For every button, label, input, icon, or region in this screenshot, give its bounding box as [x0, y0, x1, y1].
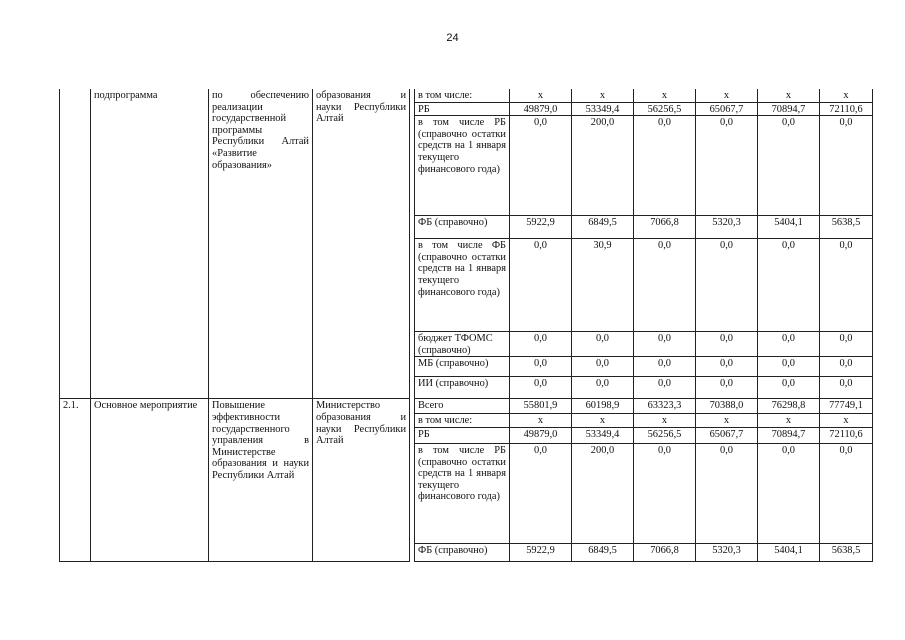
table-row: [60, 399, 873, 414]
funding-source-label: ФБ (справочно): [415, 216, 510, 239]
funding-value-cell: 0,0: [696, 116, 758, 216]
funding-value-cell: 5404,1: [758, 543, 820, 561]
program-executor: Министерство образования и науки Республики Алтай: [313, 399, 410, 562]
funding-value-cell: 53349,4: [572, 427, 634, 443]
funding-value-cell: 5922,9: [510, 216, 572, 239]
funding-value-cell: 0,0: [820, 239, 873, 332]
funding-source-label: РБ: [415, 102, 510, 116]
funding-source-label: в том числе ФБ (справочно остатки средств на 1 января текущего финансового года): [415, 239, 510, 332]
funding-value-cell: 5638,5: [820, 543, 873, 561]
funding-value-cell: 6849,5: [572, 216, 634, 239]
funding-value-cell: 0,0: [510, 443, 572, 543]
funding-value-cell: 0,0: [696, 377, 758, 399]
funding-value-cell: 0,0: [510, 116, 572, 216]
funding-value-cell: x: [634, 414, 696, 428]
funding-source-label: РБ: [415, 427, 510, 443]
funding-value-cell: 5922,9: [510, 543, 572, 561]
funding-value-cell: 0,0: [510, 332, 572, 357]
table-row: [60, 89, 873, 102]
funding-value-cell: 63323,3: [634, 399, 696, 414]
funding-value-cell: x: [510, 414, 572, 428]
funding-value-cell: 5638,5: [820, 216, 873, 239]
funding-value-cell: 0,0: [758, 116, 820, 216]
row-number: 2.1.: [60, 399, 91, 562]
funding-value-cell: 70894,7: [758, 102, 820, 116]
funding-source-label: в том числе:: [415, 414, 510, 428]
funding-source-label: Всего: [415, 399, 510, 414]
funding-value-cell: 0,0: [820, 332, 873, 357]
funding-value-cell: 53349,4: [572, 102, 634, 116]
funding-value-cell: x: [634, 89, 696, 102]
program-goal: Повышение эффективности государственного управления в Министерстве образования и науки Республики Алтай: [209, 399, 313, 562]
funding-value-cell: x: [820, 414, 873, 428]
funding-value-cell: x: [572, 414, 634, 428]
funding-value-cell: 0,0: [696, 443, 758, 543]
funding-value-cell: 0,0: [696, 239, 758, 332]
funding-value-cell: 0,0: [510, 377, 572, 399]
funding-value-cell: 0,0: [510, 239, 572, 332]
funding-value-cell: 55801,9: [510, 399, 572, 414]
funding-source-label: в том числе:: [415, 89, 510, 102]
funding-value-cell: 72110,6: [820, 102, 873, 116]
funding-source-label: ФБ (справочно): [415, 543, 510, 561]
funding-value-cell: 200,0: [572, 443, 634, 543]
row-number: [60, 89, 91, 399]
funding-source-label: МБ (справочно): [415, 357, 510, 377]
funding-value-cell: 49879,0: [510, 427, 572, 443]
funding-value-cell: 56256,5: [634, 102, 696, 116]
funding-value-cell: 0,0: [820, 357, 873, 377]
funding-source-label: в том числе РБ (справочно остатки средств на 1 января текущего финансового года): [415, 443, 510, 543]
funding-source-label: бюджет ТФОМС (справочно): [415, 332, 510, 357]
funding-value-cell: 0,0: [758, 443, 820, 543]
funding-value-cell: 0,0: [696, 357, 758, 377]
funding-value-cell: x: [696, 89, 758, 102]
funding-value-cell: 7066,8: [634, 543, 696, 561]
funding-value-cell: 0,0: [758, 377, 820, 399]
funding-value-cell: x: [758, 89, 820, 102]
funding-value-cell: 65067,7: [696, 102, 758, 116]
funding-value-cell: 56256,5: [634, 427, 696, 443]
funding-value-cell: 60198,9: [572, 399, 634, 414]
funding-value-cell: 0,0: [820, 377, 873, 399]
funding-value-cell: 0,0: [820, 116, 873, 216]
page-number: 24: [446, 32, 459, 44]
funding-value-cell: 0,0: [572, 332, 634, 357]
funding-value-cell: 0,0: [758, 239, 820, 332]
funding-value-cell: 5320,3: [696, 216, 758, 239]
funding-value-cell: 0,0: [634, 377, 696, 399]
funding-value-cell: 5404,1: [758, 216, 820, 239]
funding-value-cell: 30,9: [572, 239, 634, 332]
program-name: подпрограмма: [91, 89, 209, 399]
funding-value-cell: 65067,7: [696, 427, 758, 443]
funding-value-cell: 0,0: [758, 357, 820, 377]
funding-value-cell: 6849,5: [572, 543, 634, 561]
funding-value-cell: 76298,8: [758, 399, 820, 414]
funding-value-cell: 0,0: [696, 332, 758, 357]
funding-value-cell: x: [572, 89, 634, 102]
funding-value-cell: 0,0: [634, 332, 696, 357]
program-executor: образования и науки Республики Алтай: [313, 89, 410, 399]
funding-value-cell: 0,0: [634, 443, 696, 543]
funding-value-cell: 72110,6: [820, 427, 873, 443]
funding-value-cell: 0,0: [634, 116, 696, 216]
funding-value-cell: x: [820, 89, 873, 102]
funding-value-cell: x: [510, 89, 572, 102]
program-goal: по обеспечению реализации государственной программы Республики Алтай «Развитие образования»: [209, 89, 313, 399]
funding-value-cell: 77749,1: [820, 399, 873, 414]
funding-value-cell: 0,0: [634, 239, 696, 332]
funding-value-cell: x: [758, 414, 820, 428]
funding-value-cell: x: [696, 414, 758, 428]
funding-value-cell: 70894,7: [758, 427, 820, 443]
funding-value-cell: 200,0: [572, 116, 634, 216]
funding-value-cell: 0,0: [634, 357, 696, 377]
funding-value-cell: 0,0: [758, 332, 820, 357]
budget-table: [59, 89, 873, 562]
funding-source-label: в том числе РБ (справочно остатки средств на 1 января текущего финансового года): [415, 116, 510, 216]
funding-value-cell: 49879,0: [510, 102, 572, 116]
funding-value-cell: 0,0: [510, 357, 572, 377]
funding-value-cell: 0,0: [572, 357, 634, 377]
funding-value-cell: 7066,8: [634, 216, 696, 239]
funding-value-cell: 0,0: [572, 377, 634, 399]
funding-source-label: ИИ (справочно): [415, 377, 510, 399]
funding-value-cell: 70388,0: [696, 399, 758, 414]
program-name: Основное мероприятие: [91, 399, 209, 562]
funding-value-cell: 5320,3: [696, 543, 758, 561]
funding-value-cell: 0,0: [820, 443, 873, 543]
